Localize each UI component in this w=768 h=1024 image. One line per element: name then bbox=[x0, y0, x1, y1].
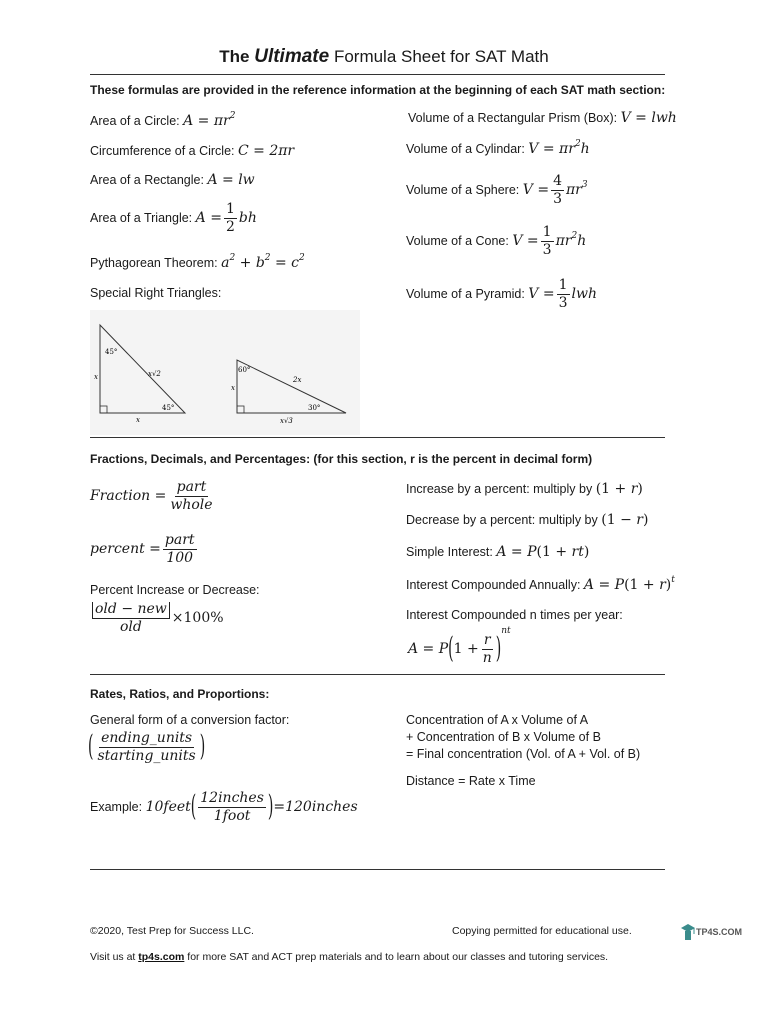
conversion-factor-formula: ( $\frac{\text{ending\_units}}{\text{starting\_units}}$ ) bbox=[88, 730, 206, 765]
figure-background bbox=[90, 310, 360, 435]
cylinder-volume-formula: Volume of a Cylindar: $V = \pi r^2h$ bbox=[406, 139, 590, 157]
special-triangles-label: Special Right Triangles: bbox=[90, 286, 222, 300]
copyright-text: ©2020, Test Prep for Success LLC. bbox=[90, 925, 254, 937]
pythagorean-formula: Pythagorean Theorem: $a^2 + b^2 = c^2$ bbox=[90, 253, 305, 271]
prism-volume-formula: Volume of a Rectangular Prism (Box): V = lwh bbox=[408, 110, 677, 126]
sphere-volume-formula: Volume of a Sphere: V = $\frac{4}{3}$ $\pi r^3$ bbox=[406, 173, 588, 208]
rectangle-area-formula: Area of a Rectangle: A = lw bbox=[90, 172, 255, 188]
cone-volume-formula: Volume of a Cone: V = $\frac{1}{3}$ $\pi r^2h$ bbox=[406, 224, 587, 259]
tri1-hypotenuse: x√2 bbox=[148, 370, 161, 378]
concentration-line-3: = Final concentration (Vol. of A + Vol. of B) bbox=[406, 747, 641, 761]
tri1-bottom-side: x bbox=[136, 416, 140, 424]
distance-formula: Distance = Rate x Time bbox=[406, 774, 536, 788]
simple-interest-formula: Simple Interest: A = P(1 + rt) bbox=[406, 544, 590, 560]
n-times-formula: A = P(1 + $\frac{r}{n}$ )$^{nt}$ bbox=[408, 626, 511, 667]
increase-formula: Increase by a percent: multiply by (1 + r) bbox=[406, 481, 643, 497]
section2-header: Fractions, Decimals, and Percentages: (for this section, r is the percent in decimal form) bbox=[90, 452, 593, 466]
percent-change-label: Percent Increase or Decrease: bbox=[90, 583, 260, 597]
tri1-angle-right: 45° bbox=[162, 404, 175, 412]
example-formula: Example: 10feet( $\frac{\text{12inches}}{\text{1foot}}$ )=120inches bbox=[90, 790, 358, 825]
tp4s-link[interactable]: tp4s.com bbox=[138, 951, 185, 963]
tri2-angle-top: 60° bbox=[238, 366, 251, 374]
section2-rule bbox=[90, 674, 665, 675]
tri2-left-side: x bbox=[231, 384, 235, 392]
concentration-line-1: Concentration of A x Volume of A bbox=[406, 713, 589, 727]
fraction-formula: Fraction = $\frac{\text{part}}{\text{whole}}$ bbox=[90, 479, 213, 514]
section1-rule bbox=[90, 437, 665, 438]
conversion-label: General form of a conversion factor: bbox=[90, 713, 290, 727]
tri2-bottom-side: x√3 bbox=[280, 417, 293, 425]
permission-text: Copying permitted for educational use. bbox=[452, 925, 632, 937]
section1-header: These formulas are provided in the reference information at the beginning of each SAT math section: bbox=[90, 83, 666, 97]
pyramid-volume-formula: Volume of a Pyramid: V = $\frac{1}{3}$ lwh bbox=[406, 277, 597, 312]
tri1-left-side: x bbox=[94, 373, 98, 381]
section3-header: Rates, Ratios, and Proportions: bbox=[90, 687, 270, 701]
annual-compound-formula: Interest Compounded Annually: $A = P(1 + r)^t$ bbox=[406, 575, 675, 593]
tp4s-logo: TP4S.COM bbox=[680, 922, 742, 942]
concentration-line-2: + Concentration of B x Volume of B bbox=[406, 730, 601, 744]
tri1-angle-top: 45° bbox=[105, 348, 118, 356]
percent-formula: percent = $\frac{\text{part}}{100}$ bbox=[90, 532, 195, 567]
section3-rule bbox=[90, 869, 665, 870]
decrease-formula: Decrease by a percent: multiply by (1 − r) bbox=[406, 512, 649, 528]
triangle-area-formula: Area of a Triangle: A = $\frac{1}{2}$ bh bbox=[90, 201, 257, 236]
tri2-angle-right: 30° bbox=[308, 404, 321, 412]
graduation-cap-icon bbox=[680, 922, 696, 942]
special-right-triangles-figure bbox=[90, 310, 360, 435]
page-title: The Ultimate Formula Sheet for SAT Math bbox=[219, 46, 549, 67]
circle-area-formula: Area of a Circle: $A = \pi r^2$ bbox=[90, 111, 236, 129]
visit-text: Visit us at tp4s.com for more SAT and ACT prep materials and to learn about our classes and tutoring services. bbox=[90, 951, 609, 963]
n-times-label: Interest Compounded n times per year: bbox=[406, 608, 623, 622]
percent-change-formula: $\frac{\text{old − new}}{\text{old}}$ ×100% bbox=[90, 602, 224, 636]
circumference-formula: Circumference of a Circle: C = 2πr bbox=[90, 143, 295, 159]
tri2-hypotenuse: 2x bbox=[293, 376, 302, 384]
title-rule bbox=[90, 74, 665, 75]
